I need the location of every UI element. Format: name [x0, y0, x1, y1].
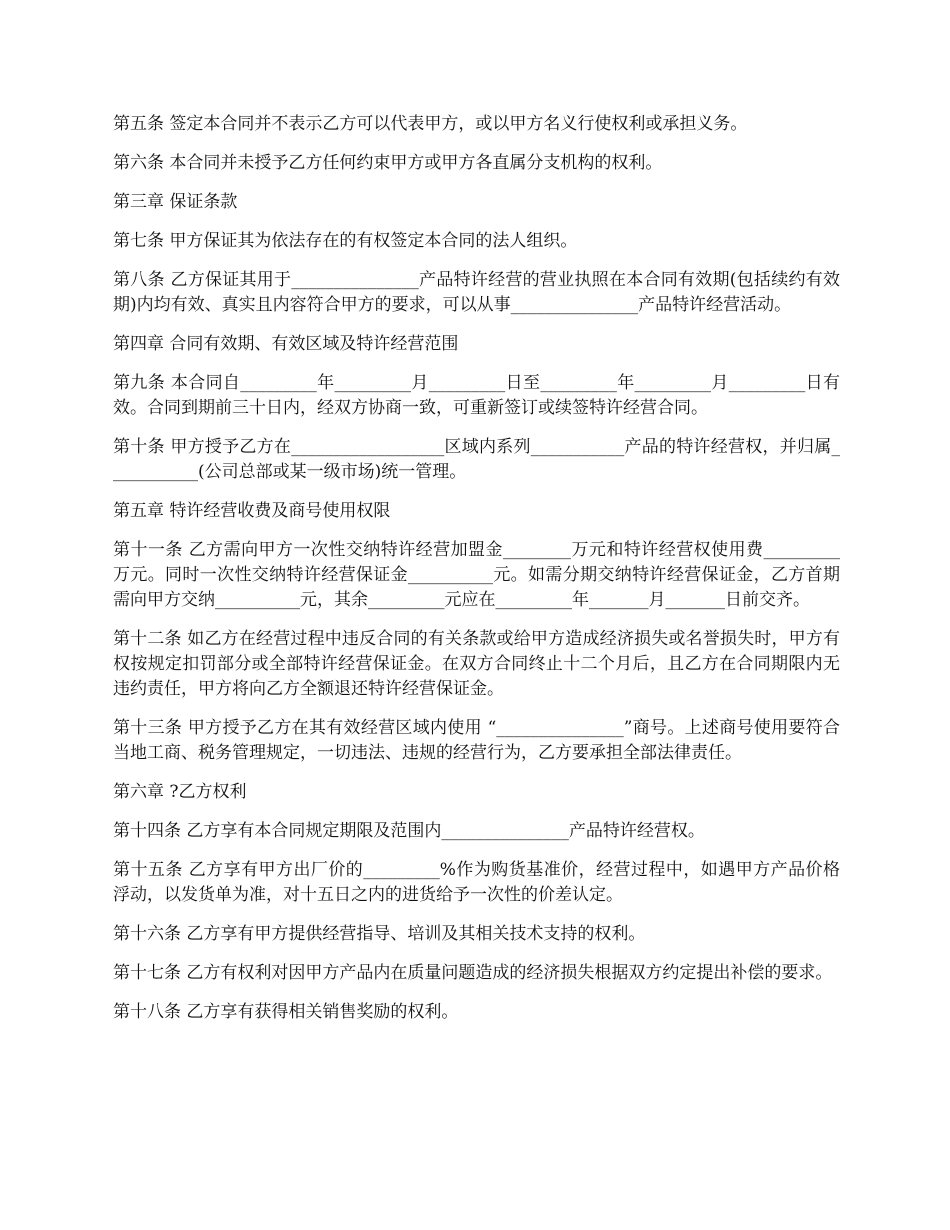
chapter-6-heading: 第六章 ?乙方权利	[113, 782, 247, 802]
article-13: 第十三条 甲方授予乙方在其有效经营区域内使用 “_______________”商号。上述商号使用要符合当地工商、税务管理规定，一切违法、违规的经营行为，乙方要承担全部法律责任。	[113, 718, 840, 763]
article-11: 第十一条 乙方需向甲方一次性交纳特许经营加盟金________万元和特许经营权使用费_________万元。同时一次性交纳特许经营保证金__________元。如需分期交纳特许经营保证金，乙方首期需向甲方交纳__________元，其余_________元应在_________年_______月_______日前交齐。	[113, 540, 840, 610]
article-5: 第五条 签定本合同并不表示乙方可以代表甲方，或以甲方名义行使权利或承担义务。	[113, 114, 748, 134]
article-14: 第十四条 乙方享有本合同规定期限及范围内_______________产品特许经营权。	[113, 821, 705, 841]
article-17: 第十七条 乙方有权利对因甲方产品内在质量问题造成的经济损失根据双方约定提出补偿的要求。	[113, 963, 833, 983]
article-8: 第八条 乙方保证其用于_______________产品特许经营的营业执照在本合同有效期(包括续约有效期)内均有效、真实且内容符合甲方的要求，可以从事_______________产品特许经营活动。	[113, 270, 840, 315]
article-18: 第十八条 乙方享有获得相关销售奖励的权利。	[113, 1002, 459, 1022]
chapter-3-heading: 第三章 保证条款	[113, 192, 238, 212]
contract-page	[113, 112, 840, 1039]
article-10: 第十条 甲方授予乙方在__________________区域内系列___________产品的特许经营权，并归属___________(公司总部或某一级市场)统一管理。	[113, 437, 840, 482]
chapter-5-heading: 第五章 特许经营收费及商号使用权限	[113, 501, 391, 521]
article-15: 第十五条 乙方享有甲方出厂价的_________%作为购货基准价，经营过程中，如遇甲方产品价格浮动，以发货单为准，对十五日之内的进货给予一次性的价差认定。	[113, 860, 840, 905]
article-6: 第六条 本合同并未授予乙方任何约束甲方或甲方各直属分支机构的权利。	[113, 153, 663, 173]
article-16: 第十六条 乙方享有甲方提供经营指导、培训及其相关技术支持的权利。	[113, 924, 646, 944]
article-7: 第七条 甲方保证其为依法存在的有权签定本合同的法人组织。	[113, 231, 578, 251]
article-12: 第十二条 如乙方在经营过程中违反合同的有关条款或给甲方造成经济损失或名誉损失时，甲方有权按规定扣罚部分或全部特许经营保证金。在双方合同终止十二个月后，且乙方在合同期限内无违约责任，甲方将向乙方全额退还特许经营保证金。	[113, 629, 840, 699]
chapter-4-heading: 第四章 合同有效期、有效区域及特许经营范围	[113, 334, 459, 354]
article-9: 第九条 本合同自_________年_________月_________日至_________年_________月_________日有效。合同到期前三十日内，经双方协商一致，可重新签订或续签特许经营合同。	[113, 373, 840, 418]
